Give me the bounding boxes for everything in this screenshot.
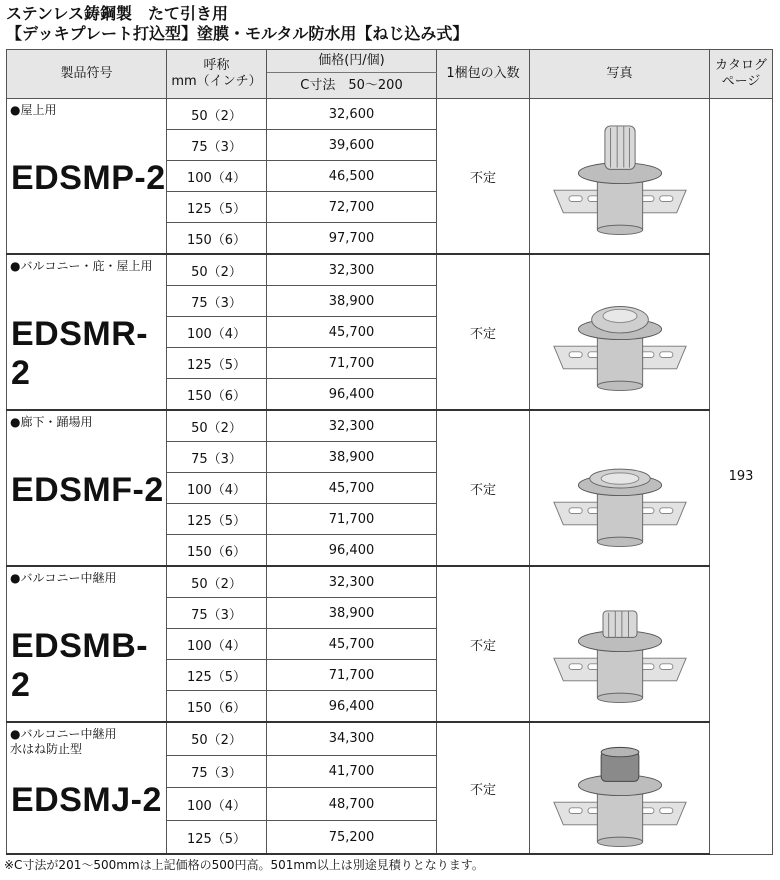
header-photo: 写真	[530, 50, 710, 99]
nominal-size: 50（2）	[167, 566, 267, 598]
product-usage-note: ●屋上用	[10, 103, 57, 117]
catalog-page: 193	[710, 99, 773, 855]
price-value: 71,700	[267, 348, 437, 379]
nominal-size: 75（3）	[167, 442, 267, 473]
product-usage-note: ●廊下・踊場用	[10, 415, 93, 429]
price-value: 32,300	[267, 410, 437, 442]
product-code: EDSMP-2	[11, 158, 166, 197]
price-value: 32,300	[267, 254, 437, 286]
nominal-size: 75（3）	[167, 755, 267, 788]
header-qty: 1梱包の入数	[437, 50, 530, 99]
nominal-size: 125（5）	[167, 504, 267, 535]
table-row	[7, 410, 773, 442]
nominal-size: 50（2）	[167, 722, 267, 755]
price-value: 72,700	[267, 192, 437, 223]
nominal-size: 50（2）	[167, 99, 267, 130]
product-cell	[7, 410, 167, 566]
product-cell	[7, 99, 167, 255]
price-value: 38,900	[267, 286, 437, 317]
nominal-size: 100（4）	[167, 473, 267, 504]
page-title: ステンレス鋳鋼製 たて引き用	[6, 4, 229, 23]
price-table	[6, 49, 773, 855]
nominal-size: 125（5）	[167, 821, 267, 854]
price-value: 46,500	[267, 161, 437, 192]
header-nominal	[167, 50, 267, 99]
header-nominal-line2: mm（インチ）	[171, 74, 262, 89]
price-value: 96,400	[267, 379, 437, 411]
product-cell	[7, 254, 167, 410]
nominal-size: 100（4）	[167, 629, 267, 660]
price-value: 41,700	[267, 755, 437, 788]
price-value: 38,900	[267, 442, 437, 473]
nominal-size: 150（6）	[167, 691, 267, 723]
nominal-size: 100（4）	[167, 317, 267, 348]
nominal-size: 50（2）	[167, 410, 267, 442]
tall-strainer-drain-photo	[530, 99, 710, 255]
price-value: 32,300	[267, 566, 437, 598]
table-row	[7, 566, 773, 598]
flat-grate-drain-photo	[530, 410, 710, 566]
package-qty: 不定	[437, 722, 530, 854]
header-c-dimension: C寸法 50～200	[267, 73, 437, 99]
header-catalog-line2: ページ	[721, 74, 761, 89]
table-row	[7, 722, 773, 755]
nominal-size: 100（4）	[167, 788, 267, 821]
nominal-size: 50（2）	[167, 254, 267, 286]
price-value: 96,400	[267, 535, 437, 567]
product-code: EDSMB-2	[11, 626, 149, 704]
package-qty: 不定	[437, 410, 530, 566]
nominal-size: 125（5）	[167, 348, 267, 379]
price-value: 75,200	[267, 821, 437, 854]
page-subtitle: 【デッキプレート打込型】塗膜・モルタル防水用【ねじ込み式】	[6, 24, 469, 43]
header-product-code: 製品符号	[7, 50, 167, 99]
price-value: 34,300	[267, 722, 437, 755]
nominal-size: 150（6）	[167, 379, 267, 411]
nominal-size: 100（4）	[167, 161, 267, 192]
package-qty: 不定	[437, 99, 530, 255]
price-value: 96,400	[267, 691, 437, 723]
nominal-size: 125（5）	[167, 660, 267, 691]
nominal-size: 125（5）	[167, 192, 267, 223]
nominal-size: 75（3）	[167, 130, 267, 161]
header-price: 価格(円/個)	[267, 50, 437, 73]
table-row	[7, 99, 773, 130]
product-usage-note: ●バルコニー中継用	[10, 571, 117, 585]
price-value: 45,700	[267, 473, 437, 504]
product-code: EDSMF-2	[11, 470, 164, 509]
price-value: 38,900	[267, 598, 437, 629]
price-value: 45,700	[267, 629, 437, 660]
header-catalog-line1: カタログ	[714, 58, 767, 73]
product-cell	[7, 566, 167, 722]
splash-guard-drain-photo	[530, 722, 710, 854]
product-cell	[7, 722, 167, 854]
price-value: 48,700	[267, 788, 437, 821]
dome-strainer-drain-photo	[530, 254, 710, 410]
price-value: 71,700	[267, 504, 437, 535]
product-code: EDSMR-2	[11, 314, 149, 392]
nominal-size: 75（3）	[167, 598, 267, 629]
nominal-size: 150（6）	[167, 535, 267, 567]
price-value: 45,700	[267, 317, 437, 348]
nominal-size: 75（3）	[167, 286, 267, 317]
product-code: EDSMJ-2	[11, 781, 162, 819]
header-catalog	[710, 50, 773, 99]
footnote: ※C寸法が201～500mmは上記価格の500円高。501mm以上は別途見積りとなります。	[4, 858, 484, 872]
product-usage-note: ●バルコニー中継用 水はね防止型	[10, 727, 117, 756]
cage-strainer-drain-photo	[530, 566, 710, 722]
package-qty: 不定	[437, 254, 530, 410]
nominal-size: 150（6）	[167, 223, 267, 255]
product-usage-note: ●バルコニー・庇・屋上用	[10, 259, 153, 273]
price-value: 39,600	[267, 130, 437, 161]
price-value: 32,600	[267, 99, 437, 130]
price-value: 97,700	[267, 223, 437, 255]
table-row	[7, 254, 773, 286]
header-nominal-line1: 呼称	[203, 58, 230, 73]
price-value: 71,700	[267, 660, 437, 691]
package-qty: 不定	[437, 566, 530, 722]
